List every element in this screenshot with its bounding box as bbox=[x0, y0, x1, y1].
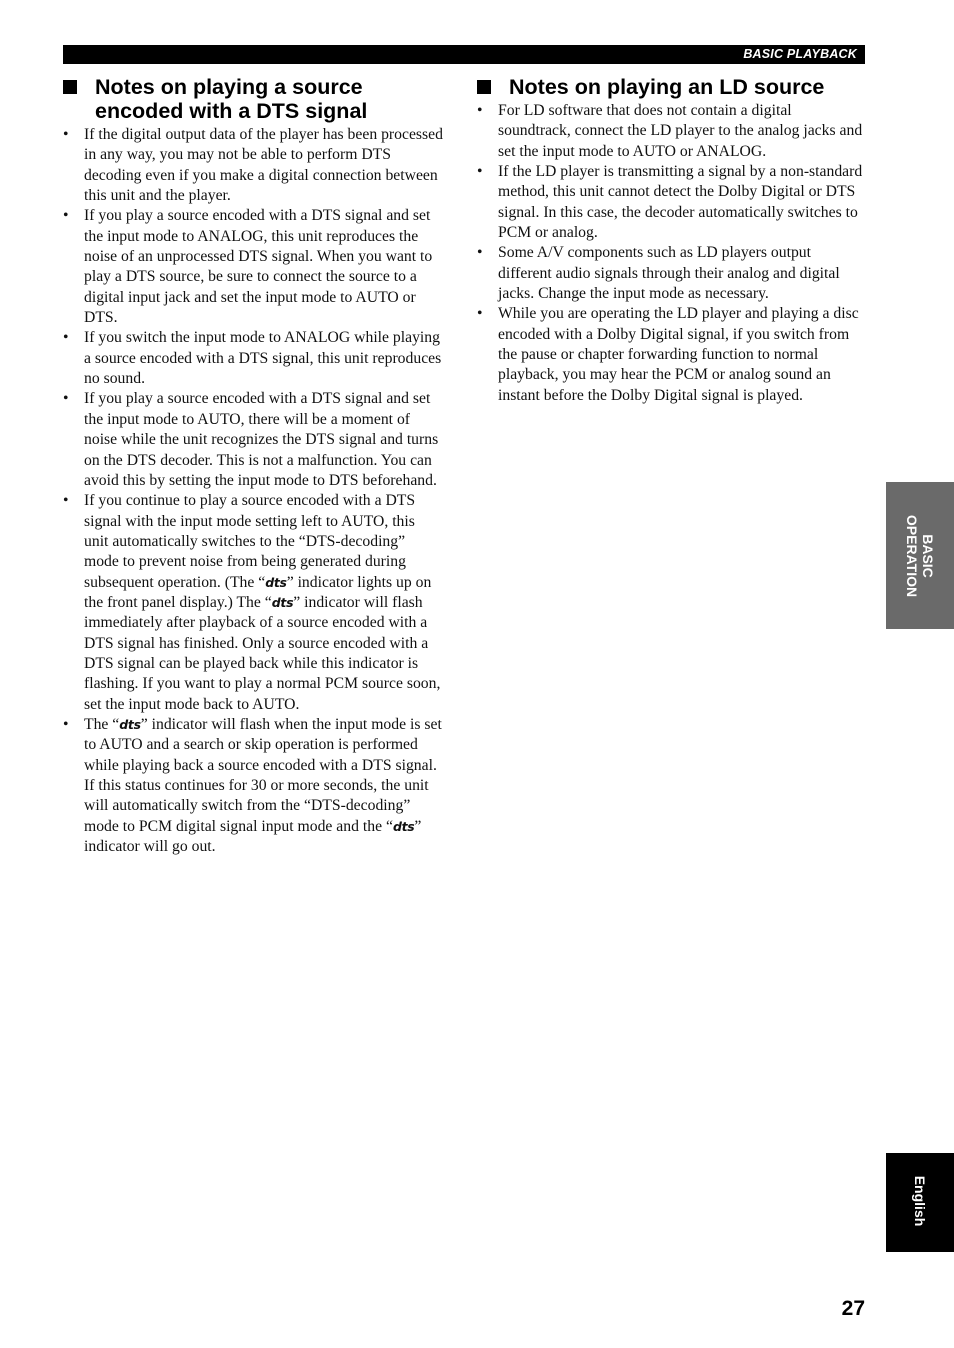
bullet-icon: • bbox=[63, 715, 69, 733]
ld-notes-list bbox=[477, 101, 865, 406]
section-label: BASIC PLAYBACK bbox=[743, 47, 857, 61]
list-item: • The “dts” indicator will flash when the input mode is set to AUTO and a search or skip operation is performed while playing back a source encoded with a DTS signal. If this status continues for 30 or more seconds, the unit will automatically switch from the “DTS-decoding” mode to PCM digital signal input mode and the “dts” indicator will go out. bbox=[63, 715, 442, 856]
dts-logo-icon: dts bbox=[271, 594, 294, 610]
list-item: • For LD software that does not contain a digital soundtrack, connect the LD player to the analog jacks and set the input mode to AUTO or ANALOG. bbox=[477, 102, 863, 160]
bullet-icon: • bbox=[477, 305, 483, 323]
list-item: • If the digital output data of the player has been processed in any way, you may not be able to perform DTS decoding even if you make a digital connection between this unit and the player. bbox=[63, 126, 443, 205]
bullet-icon: • bbox=[63, 492, 69, 510]
square-bullet-icon bbox=[63, 80, 77, 94]
dts-logo-icon: dts bbox=[392, 818, 415, 834]
list-item: • Some A/V components such as LD players output different audio signals through their analog and digital jacks. Change the input mode as necessary. bbox=[477, 244, 840, 303]
bullet-icon: • bbox=[63, 207, 69, 225]
list-item: • While you are operating the LD player and playing a disc encoded with a Dolby Digital signal, if you switch from the pause or chapter forwarding function to normal playback, you may hear the PCM or analog sound an instant before the Dolby Digital signal is played. bbox=[477, 305, 859, 404]
square-bullet-icon bbox=[477, 80, 491, 94]
side-tab-basic-operation[interactable] bbox=[886, 482, 954, 629]
page-number: 27 bbox=[841, 1297, 865, 1320]
side-tab-label: BASIC OPERATION bbox=[904, 514, 936, 598]
list-item: • If you continue to play a source encoded with a DTS signal with the input mode setting left to AUTO, this unit automatically switches to the “DTS-decoding” mode to prevent noise from being generated during subsequent operation. (The “dts” indicator lights up on the front panel display.) The “dts” indicator will flash immediately after playback of a source encoded with a DTS signal has finished. Only a source encoded with a DTS signal can be played back while this indicator is flashing. If you want to play a normal PCM source soon, set the input mode back to AUTO. bbox=[63, 492, 441, 713]
side-tab-label: English bbox=[912, 1175, 928, 1227]
list-item: • If you play a source encoded with a DTS signal and set the input mode to ANALOG, this unit reproduces the noise of an unprocessed DTS signal. When you want to play a DTS source, be sure to connect the source to a digital input jack and set the input mode to AUTO or DTS. bbox=[63, 207, 433, 327]
left-column bbox=[63, 75, 443, 857]
dts-notes-heading: Notes on playing a source encoded with a DTS signal bbox=[63, 75, 443, 123]
bullet-icon: • bbox=[63, 390, 69, 408]
bullet-icon: • bbox=[477, 163, 483, 181]
dts-logo-icon: dts bbox=[119, 716, 141, 732]
bullet-icon: • bbox=[63, 329, 69, 347]
dts-notes-list bbox=[63, 125, 443, 857]
list-item: • If you play a source encoded with a DTS signal and set the input mode to AUTO, there will be a moment of noise while the unit recognizes the DTS signal and turns on the DTS decoder. This is not a malfunction. You can avoid this by setting the input mode to DTS beforehand. bbox=[63, 390, 439, 489]
bullet-icon: • bbox=[477, 102, 483, 119]
list-item: • If the LD player is transmitting a signal by a non-standard method, this unit cannot detect the Dolby Digital or DTS signal. In this case, the decoder automatically switches to PCM or analog. bbox=[477, 163, 863, 242]
ld-notes-heading: Notes on playing an LD source bbox=[477, 75, 865, 99]
right-column bbox=[477, 75, 865, 406]
side-tab-english[interactable] bbox=[886, 1153, 954, 1252]
bullet-icon: • bbox=[63, 126, 69, 143]
dts-logo-icon: dts bbox=[265, 574, 287, 590]
header-bar bbox=[63, 45, 865, 64]
list-item: • If you switch the input mode to ANALOG while playing a source encoded with a DTS signal, this unit reproduces no sound. bbox=[63, 329, 442, 388]
bullet-icon: • bbox=[477, 244, 483, 262]
